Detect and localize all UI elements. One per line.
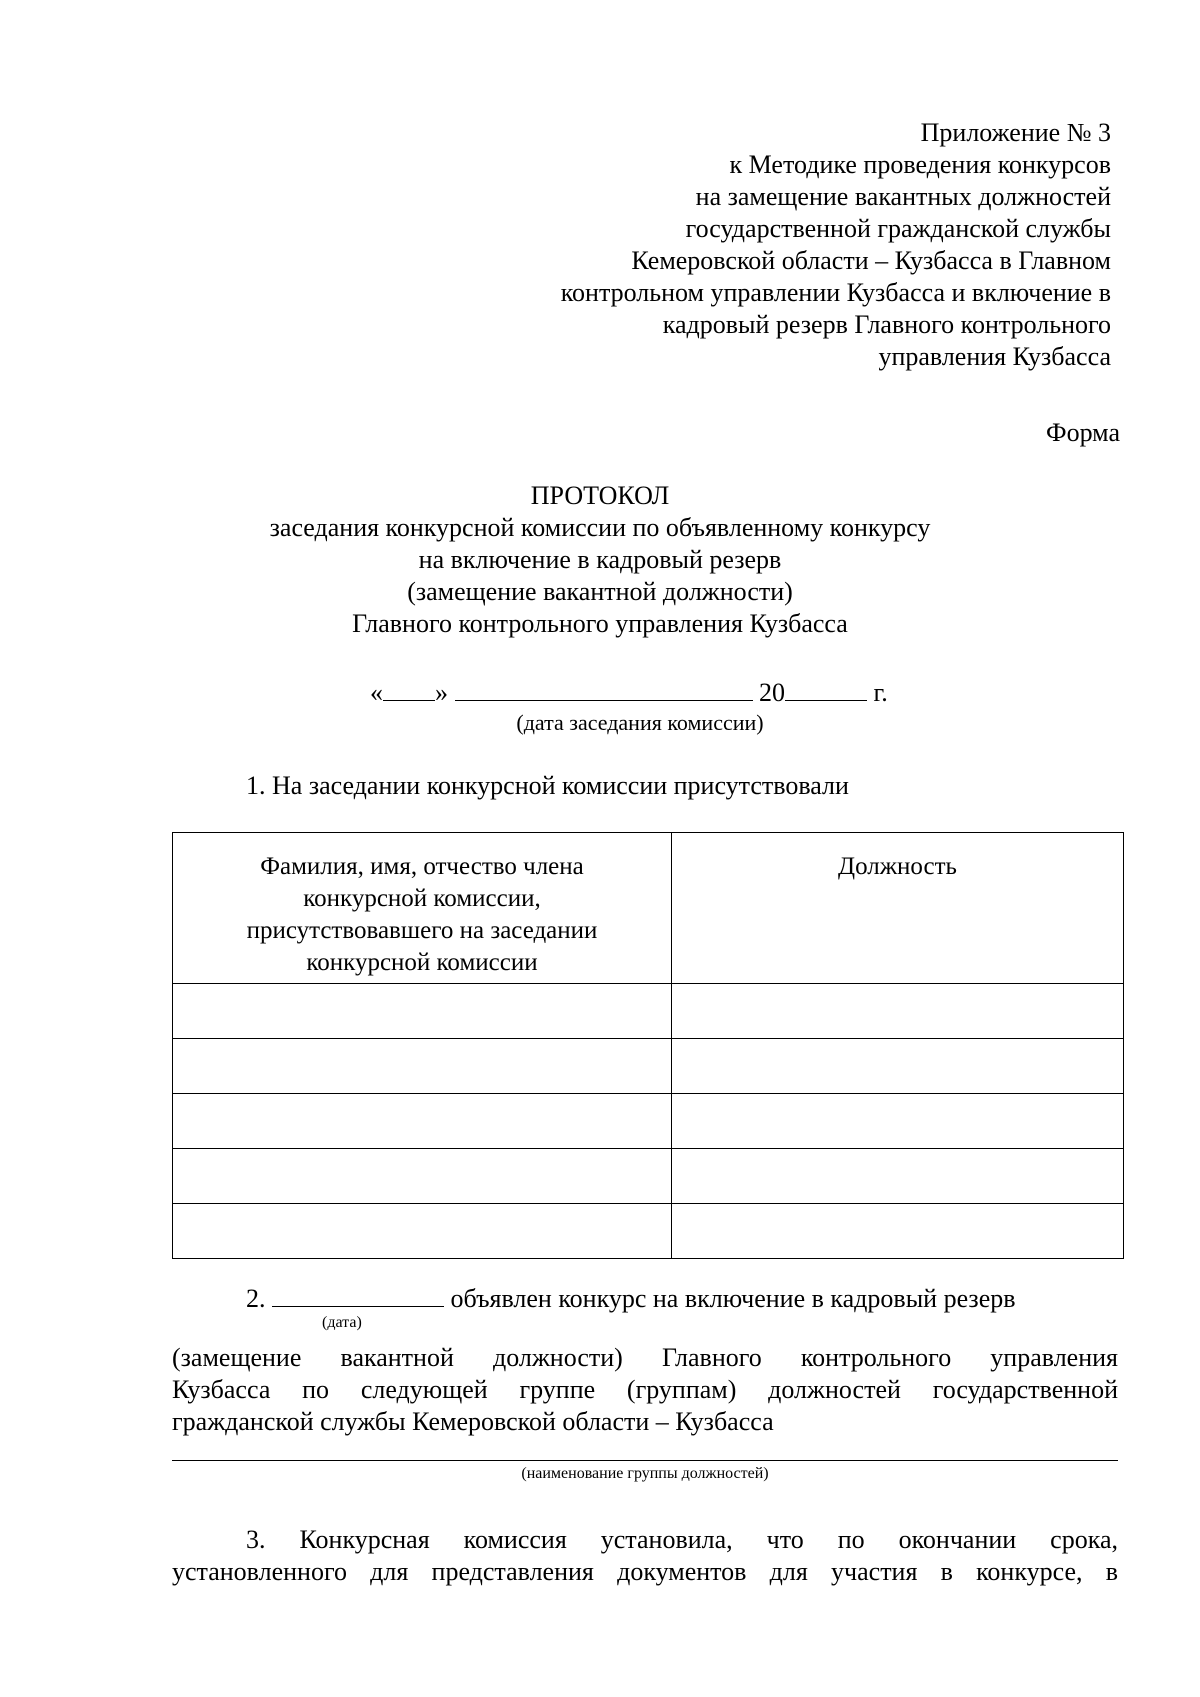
announcement-date-blank[interactable]	[272, 1282, 444, 1307]
table-header-row	[173, 833, 1124, 984]
year-suffix: г.	[873, 678, 888, 707]
date-caption: (дата заседания комиссии)	[516, 710, 764, 735]
appendix-header	[561, 117, 1111, 373]
table-cell-name[interactable]	[173, 1039, 672, 1094]
appendix-line: Кемеровской области – Кузбасса в Главном	[631, 246, 1111, 275]
position-group-blank[interactable]	[172, 1460, 1118, 1461]
section-1-text: 1. На заседании конкурсной комиссии присутствовали	[246, 771, 849, 800]
table-cell-position[interactable]	[672, 984, 1124, 1039]
appendix-line: кадровый резерв Главного контрольного	[662, 310, 1111, 339]
appendix-line: контрольном управлении Кузбасса и включение в	[560, 278, 1111, 307]
table-cell-position[interactable]	[672, 1039, 1124, 1094]
section-2-line: гражданской службы Кемеровской области – Кузбасса	[172, 1407, 774, 1436]
day-blank[interactable]	[383, 676, 435, 701]
section-2-line: Кузбасса по следующей группе (группам) должностей государственной	[172, 1375, 1118, 1404]
announcement-date-caption: (дата)	[322, 1314, 362, 1331]
appendix-line: на замещение вакантных должностей	[695, 182, 1111, 211]
section-2-text: объявлен конкурс на включение в кадровый резерв	[450, 1284, 1016, 1313]
table-row	[173, 1094, 1124, 1149]
header-member-name	[173, 833, 672, 984]
table-row	[173, 984, 1124, 1039]
table-cell-name[interactable]	[173, 1094, 672, 1149]
header-position: Должность	[672, 833, 1124, 984]
close-quote: »	[435, 678, 448, 707]
meeting-date-line	[370, 676, 888, 709]
section-2-first-line	[246, 1282, 1016, 1315]
appendix-line: управления Кузбасса	[878, 342, 1111, 371]
table-row	[173, 1149, 1124, 1204]
title-line: Главного контрольного управления Кузбасса	[352, 609, 848, 638]
protocol-title	[0, 480, 1200, 640]
title-line: (замещение вакантной должности)	[407, 577, 793, 606]
title-line: заседания конкурсной комиссии по объявленному конкурсу	[269, 513, 931, 542]
title-line: на включение в кадровый резерв	[418, 545, 782, 574]
header-line: присутствовавшего на заседании	[246, 917, 598, 944]
section-3-line: 3. Конкурсная комиссия установила, что по окончании срока,	[246, 1525, 1118, 1554]
table-cell-position[interactable]	[672, 1094, 1124, 1149]
table-row	[173, 1039, 1124, 1094]
table-cell-position[interactable]	[672, 1149, 1124, 1204]
table-cell-position[interactable]	[672, 1204, 1124, 1259]
month-blank[interactable]	[455, 676, 753, 701]
header-line: Фамилия, имя, отчество члена	[260, 853, 584, 880]
members-table	[172, 832, 1124, 1259]
year-blank[interactable]	[785, 676, 867, 701]
year-prefix: 20	[759, 678, 785, 707]
appendix-line: к Методике проведения конкурсов	[729, 150, 1111, 179]
table-row	[173, 1204, 1124, 1259]
appendix-line: государственной гражданской службы	[685, 214, 1111, 243]
title-heading: ПРОТОКОЛ	[530, 481, 670, 510]
position-group-caption: (наименование группы должностей)	[521, 1465, 769, 1482]
table-cell-name[interactable]	[173, 1204, 672, 1259]
section-2-line: (замещение вакантной должности) Главного контрольного управления	[172, 1343, 1118, 1372]
form-label: Форма	[1046, 418, 1120, 447]
open-quote: «	[370, 678, 383, 707]
header-line: конкурсной комиссии	[306, 949, 538, 976]
section-2-number: 2.	[246, 1284, 266, 1313]
header-line: конкурсной комиссии,	[303, 885, 541, 912]
table-cell-name[interactable]	[173, 1149, 672, 1204]
section-3-line: установленного для представления документов для участия в конкурсе, в	[172, 1557, 1118, 1586]
appendix-line: Приложение № 3	[920, 118, 1111, 147]
table-cell-name[interactable]	[173, 984, 672, 1039]
